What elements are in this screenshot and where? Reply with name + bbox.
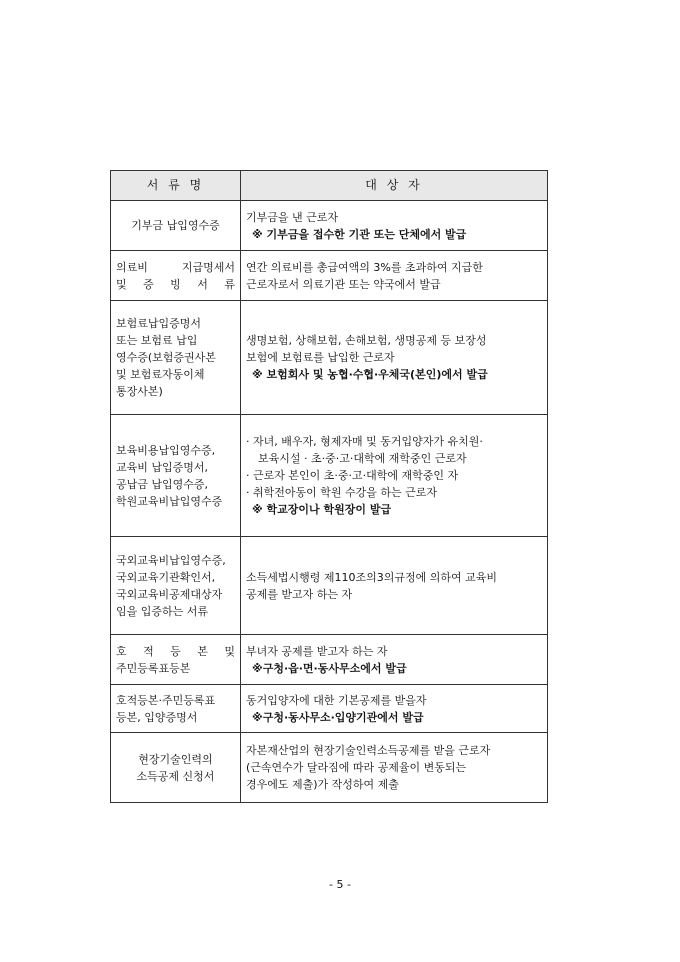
target-line: 보육시설 · 초·중·고·대학에 재학중인 근로자 [258, 452, 467, 465]
target-line: 근로자로서 의료기관 또는 약국에서 발급 [246, 277, 441, 291]
document-name-line: 호 적 등 본 및 [116, 644, 235, 658]
document-name-line: 등본, 입양증명서 [116, 710, 198, 724]
target-line: · 자녀, 배우자, 형제자매 및 동거입양자가 유치원· [246, 435, 483, 448]
table-header-row [111, 171, 548, 201]
document-name-line: 현장기술인력의 [138, 752, 213, 766]
document-name-cell [111, 733, 241, 803]
document-name-line: 의료비 지급명세서 [116, 260, 235, 274]
page-number: - 5 - [329, 878, 351, 891]
document-name-line: 국외교육기관확인서, [116, 570, 216, 584]
table-row [111, 201, 548, 251]
document-name-line: 및 보험료자동이체 [116, 368, 205, 381]
target-line: · 취학전아동이 학원 수강을 하는 근로자 [246, 486, 437, 499]
target-line: 동거입양자에 대한 기본공제를 받을자 [246, 693, 427, 707]
document-name-line: 교육비 납입증명서, [116, 460, 209, 474]
target-cell [241, 685, 548, 733]
issuer-note: ※ 기부금을 접수한 기관 또는 단체에서 발급 [252, 227, 467, 241]
table-row [111, 685, 548, 733]
document-name-cell [111, 415, 241, 537]
target-line: · 근로자 본인이 초·중·고·대학에 재학중인 자 [246, 469, 459, 482]
document-name-cell [111, 251, 241, 301]
document-name-line: 학원교육비납입영수증 [116, 494, 223, 508]
target-line: 부녀자 공제를 받고자 하는 자 [246, 644, 388, 658]
target-line: 연간 의료비를 총급여액의 3%를 초과하여 지급한 [246, 260, 483, 274]
target-line: (근속연수가 달라짐에 따라 공제율이 변동되는 [246, 761, 467, 774]
target-line: 경우에도 제출)가 작성하여 제출 [246, 778, 399, 791]
document-name-line: 보험료납입증명서 [116, 317, 202, 330]
target-cell [241, 301, 548, 415]
target-line: 보험에 보험료를 납입한 근로자 [246, 351, 395, 364]
document-name-line: 및 증 빙 서 류 [116, 277, 235, 291]
document-name-line: 국외교육비공제대상자 [116, 587, 223, 601]
issuer-note: ※ 학교장이나 학원장이 발급 [252, 503, 392, 516]
target-cell [241, 201, 548, 251]
target-cell [241, 733, 548, 803]
document-name-cell [111, 685, 241, 733]
document-name-line: 또는 보험료 납입 [116, 334, 198, 347]
target-line: 소득세법시행령 제110조의3의규정에 의하여 교육비 [246, 570, 498, 584]
document-table [110, 170, 548, 803]
target-cell [241, 415, 548, 537]
document-name-line: 임을 입증하는 서류 [116, 604, 209, 618]
document-name-line: 영수증(보험증권사본 [116, 351, 216, 364]
document-name-line: 주민등록표등본 [116, 661, 191, 675]
document-name-line: 호적등본·주민등록표 [116, 693, 216, 707]
target-line: 기부금을 낸 근로자 [246, 210, 339, 224]
issuer-note: ※ 보험회사 및 농협·수협·우체국(본인)에서 발급 [252, 368, 488, 381]
document-name-line: 국외교육비납입영수증, [116, 553, 226, 567]
document-name-line: 소득공제 신청서 [136, 769, 215, 783]
table-row [111, 301, 548, 415]
document-name-line: 통장사본) [116, 385, 163, 398]
document-name-line: 보육비용납입영수증, [116, 443, 216, 457]
document-name-cell [111, 301, 241, 415]
document-name-line: 공납금 납입영수증, [116, 477, 209, 491]
document-name-line: 기부금 납입영수증 [131, 219, 220, 232]
target-cell [241, 251, 548, 301]
header-document-name: 서 류 명 [111, 171, 241, 201]
target-line: 공제를 받고자 하는 자 [246, 587, 353, 601]
target-line: 자본재산업의 현장기술인력소득공제를 받을 근로자 [246, 744, 491, 757]
document-name-cell [111, 635, 241, 685]
issuer-note: ※구청·동사무소·입양기관에서 발급 [252, 710, 424, 724]
header-target: 대 상 자 [241, 171, 548, 201]
table-row [111, 251, 548, 301]
target-cell [241, 635, 548, 685]
table-row [111, 537, 548, 635]
target-line: 생명보험, 상해보험, 손해보험, 생명공제 등 보장성 [246, 334, 487, 347]
target-cell [241, 537, 548, 635]
table-row [111, 635, 548, 685]
table-row [111, 733, 548, 803]
document-name-cell [111, 201, 241, 251]
document-name-cell [111, 537, 241, 635]
table-row [111, 415, 548, 537]
issuer-note: ※구청·읍·면·동사무소에서 발급 [252, 661, 407, 675]
